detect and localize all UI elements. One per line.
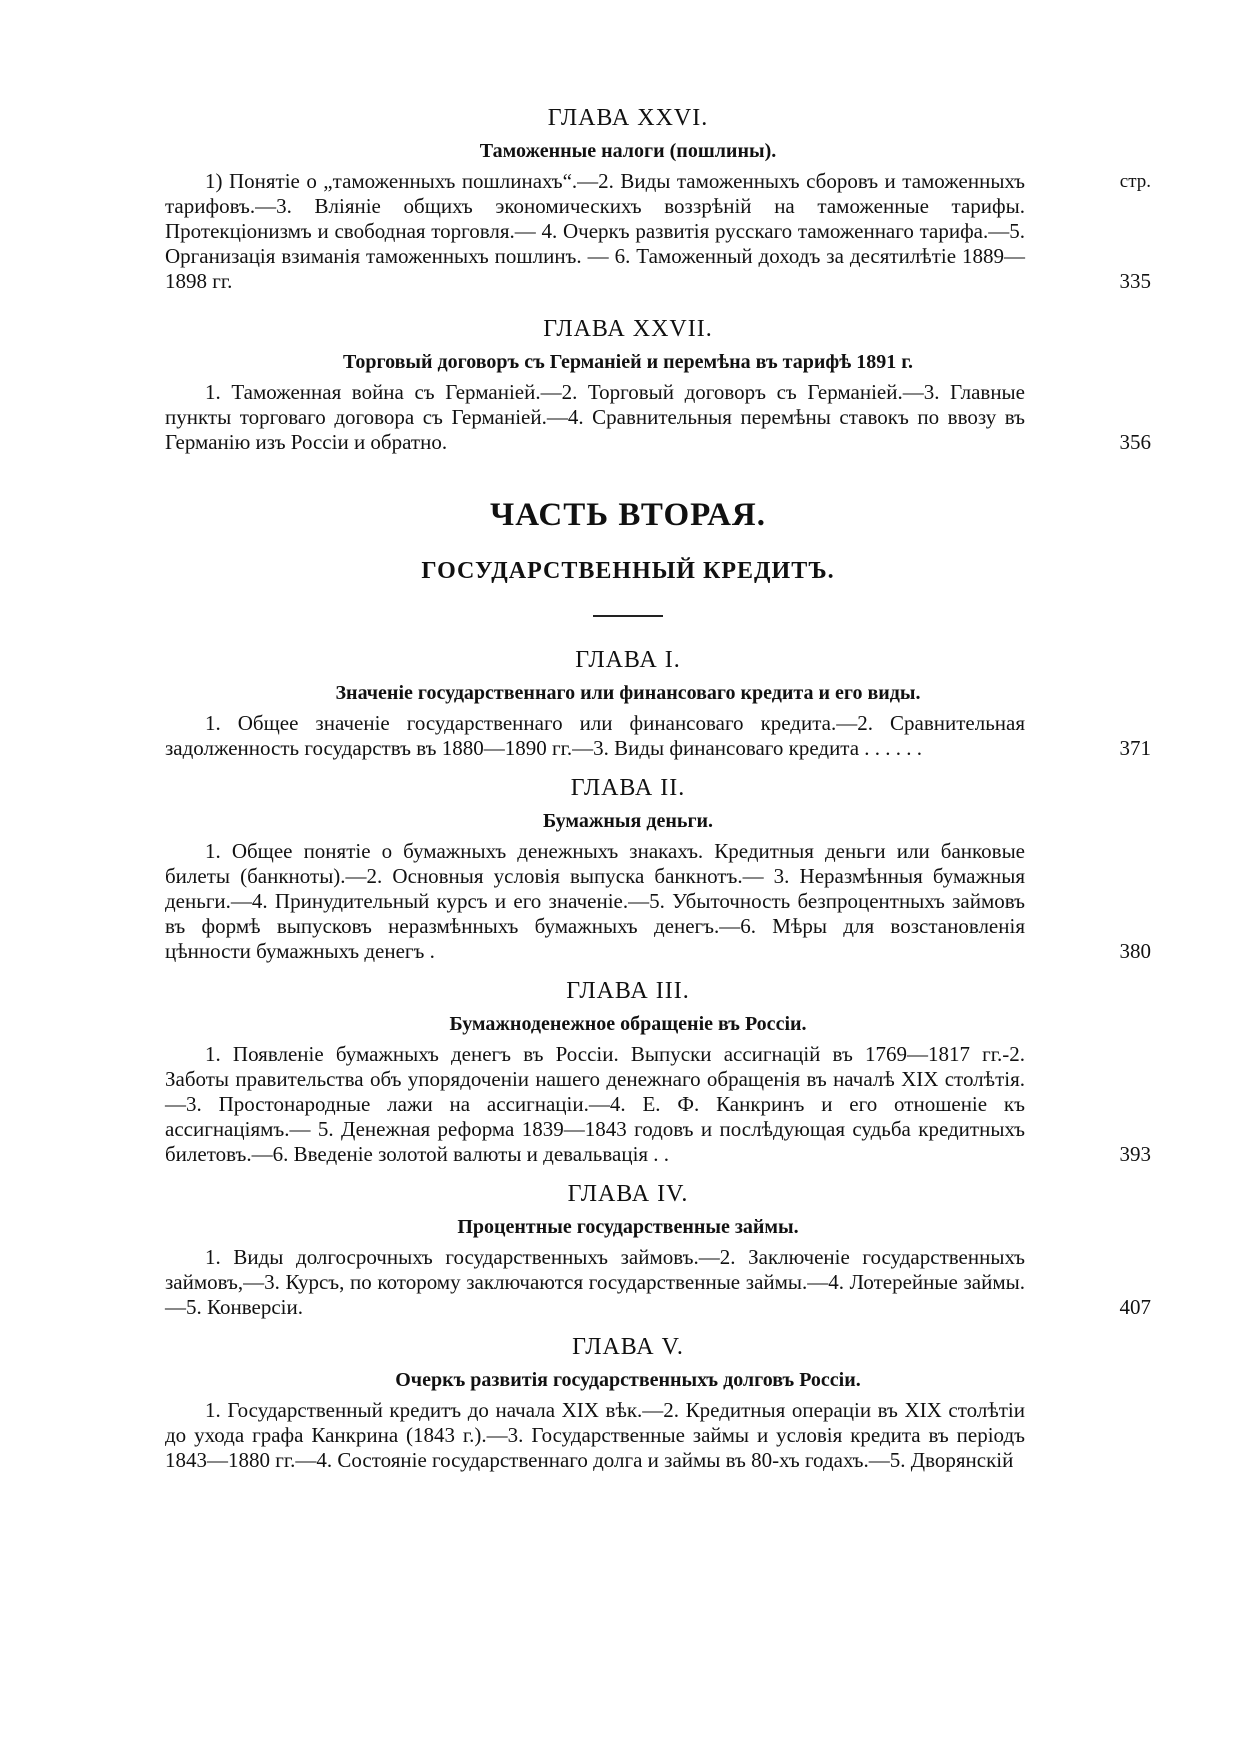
- chapter-v: [165, 1334, 1091, 1473]
- contents-entry: [165, 169, 1151, 294]
- page-number: 393: [1119, 1142, 1151, 1166]
- chapter-title: Значеніе государственнаго или финансоваго кредита и его виды.: [335, 682, 921, 704]
- chapter-title: Процентные государственные займы.: [457, 1216, 799, 1238]
- chapter-title: Таможенные налоги (пошлины).: [479, 140, 777, 162]
- page-number: 356: [1119, 430, 1151, 454]
- contents-text: 1. Виды долгосрочныхъ государственныхъ займовъ.—2. Заключеніе государственныхъ займовъ,—3. Курсъ, по которому заключаются государственные займы.—4. Лотерейные займы.—5. Конверсіи.: [165, 1245, 1025, 1319]
- page-number: 335: [1119, 269, 1151, 293]
- chapter-i: [165, 647, 1151, 761]
- chapter-title: Торговый договоръ съ Германіей и перемѣна въ тарифѣ 1891 г.: [342, 351, 914, 373]
- chapter-heading: ГЛАВА XXVII.: [543, 316, 713, 342]
- chapter-heading: ГЛАВА I.: [575, 647, 681, 673]
- part-title: ЧАСТЬ ВТОРАЯ.: [490, 497, 766, 533]
- chapter-title: Очеркъ развитія государственныхъ долговъ Россіи.: [395, 1369, 861, 1391]
- contents-text: 1. Государственный кредитъ до начала XIX вѣк.—2. Кредитныя операціи въ XIX столѣтіи до ухода графа Канкрина (1843 г.).—3. Государственные займы и условія кредита въ періодъ 1843—1880 гг.—4. Состояніе государственнаго долга и займы въ 80-хъ годахъ.—5. Дворянскій: [165, 1398, 1025, 1472]
- contents-entry: [165, 1398, 1091, 1473]
- page-number: 380: [1119, 939, 1151, 963]
- chapter-title: Бумажныя деньги.: [542, 810, 714, 832]
- chapter-title: Бумажноденежное обращеніе въ Россіи.: [449, 1013, 807, 1035]
- divider: [593, 615, 663, 617]
- chapter-iv: [165, 1181, 1151, 1320]
- chapter-xxvii: [165, 316, 1151, 455]
- contents-text: 1. Общее понятіе о бумажныхъ денежныхъ знакахъ. Кредитныя деньги или банковые билеты (банкноты).—2. Основныя условія выпуска банкнотъ.— 3. Неразмѣнныя бумажныя деньги.—4. Принудительный курсъ и его значеніе.—5. Убыточность безпроцентныхъ займовъ въ формѣ выпусковъ неразмѣнныхъ бумажныхъ денегъ.—6. Мѣры для возстановленія цѣнности бумажныхъ денегъ .: [165, 839, 1025, 963]
- contents-text: 1. Появленіе бумажныхъ денегъ въ Россіи. Выпуски ассигнацій въ 1769—1817 гг.-2. Заботы правительства объ упорядоченіи нашего денежнаго обращенія въ началѣ XIX столѣтія.—3. Простонародные лажи на ассигнаціи.—4. Е. Ф. Канкринъ и его отношеніе къ ассигнаціямъ.— 5. Денежная реформа 1839—1843 годовъ и послѣдующая судьба кредитныхъ билетовъ.—6. Введеніе золотой валюты и девальвація . .: [165, 1042, 1025, 1166]
- contents-text: 1. Таможенная война съ Германіей.—2. Торговый договоръ съ Германіей.—3. Главные пункты торговаго договора съ Германіей.—4. Сравнительныя перемѣны ставокъ по ввозу въ Германію изъ Россіи и обратно.: [165, 380, 1025, 454]
- page-column-label: стр.: [1119, 171, 1151, 192]
- chapter-ii: [165, 775, 1151, 964]
- contents-entry: [165, 380, 1151, 455]
- chapter-heading: ГЛАВА V.: [572, 1334, 684, 1360]
- page-number: 407: [1119, 1295, 1151, 1319]
- part-subtitle: ГОСУДАРСТВЕННЫЙ КРЕДИТЪ.: [421, 558, 835, 584]
- contents-entry: [165, 1042, 1151, 1167]
- chapter-iii: [165, 978, 1151, 1167]
- contents-entry: [165, 711, 1151, 761]
- chapter-heading: ГЛАВА III.: [566, 978, 690, 1004]
- page-number: 371: [1119, 736, 1151, 760]
- chapter-heading: ГЛАВА IV.: [567, 1181, 689, 1207]
- contents-text: 1. Общее значеніе государственнаго или финансоваго кредита.—2. Сравнительная задолженность государствъ въ 1880—1890 гг.—3. Виды финансоваго кредита . . . . . .: [165, 711, 1025, 760]
- chapter-heading: ГЛАВА XXVI.: [547, 105, 709, 131]
- contents-entry: [165, 1245, 1151, 1320]
- chapter-xxvi: [165, 105, 1151, 294]
- contents-text: 1) Понятіе о „таможенныхъ пошлинахъ“.—2. Виды таможенныхъ сборовъ и таможенныхъ тарифовъ.—3. Вліяніе общихъ экономическихъ воззрѣній на таможенные тарифы. Протекціонизмъ и свободная торговля.— 4. Очеркъ развитія русскаго таможеннаго тарифа.—5. Организація взиманія таможенныхъ пошлинъ. — 6. Таможенный доходъ за десятилѣтіе 1889—1898 гг.: [165, 169, 1025, 293]
- chapter-heading: ГЛАВА II.: [570, 775, 686, 801]
- contents-entry: [165, 839, 1151, 964]
